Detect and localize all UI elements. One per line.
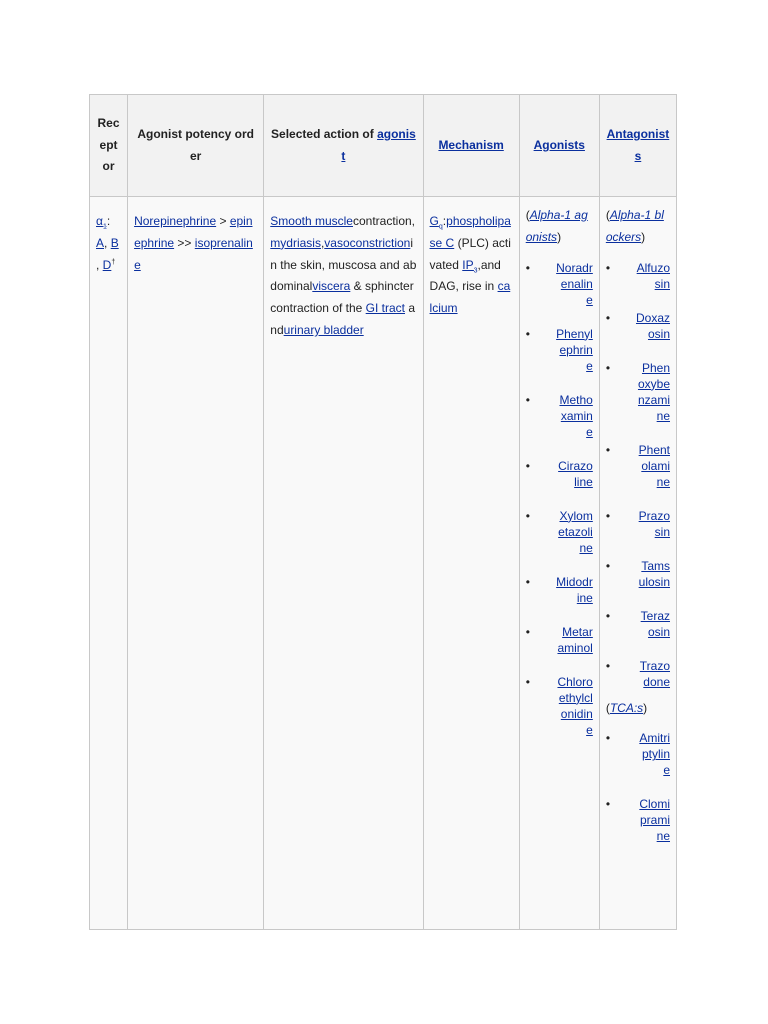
subtype-a-link[interactable]: A (96, 235, 105, 250)
bullet-icon: • (525, 508, 530, 523)
bullet-icon: • (525, 458, 530, 473)
header-potency: Agonist potency order (128, 95, 264, 197)
bullet-icon: • (605, 658, 611, 673)
vasoconstriction-link[interactable]: vasoconstriction (324, 235, 411, 250)
mydriasis-link[interactable]: mydriasis (270, 235, 321, 250)
list-item (606, 310, 670, 342)
bullet-icon: • (605, 558, 611, 573)
list-item (526, 260, 593, 308)
ip3-link[interactable]: $IP_3$ (462, 257, 478, 274)
list-item (606, 658, 670, 690)
urinary-bladder-link[interactable]: urinary bladder (283, 322, 364, 337)
dagger-mark: † (111, 258, 116, 266)
drug-link[interactable]: Phenylephrine (556, 326, 593, 373)
cell-antagonists (599, 197, 676, 930)
antagonists-group1-label: (Alpha-1 blockers) (605, 208, 664, 244)
bullet-icon: • (605, 608, 611, 623)
list-item (606, 796, 670, 844)
drug-link[interactable]: Metaraminol (557, 624, 593, 655)
header-receptor: Receptor (90, 95, 128, 197)
bullet-icon: • (525, 674, 530, 689)
bullet-icon: • (605, 310, 611, 325)
drug-link[interactable]: Midodrine (556, 574, 593, 605)
isoprenaline-link[interactable]: isoprenaline (134, 235, 253, 272)
subtype-b-link[interactable]: B (110, 235, 119, 250)
agonist-list (526, 260, 593, 738)
list-item (526, 392, 593, 440)
cell-mechanism: $G_q:phospholipase$ C (PLC) activated $IP_3,and$ DAG, rise in calcium (423, 197, 519, 930)
bullet-icon: • (605, 731, 611, 746)
tcas-link[interactable]: TCA:s (609, 700, 644, 715)
gq-link[interactable]: $G_q$ (429, 214, 443, 231)
list-item (606, 730, 670, 778)
header-agonists (519, 95, 599, 197)
drug-link[interactable]: Alfuzosin (636, 260, 670, 291)
table-row (90, 197, 677, 930)
drug-link[interactable]: Amitriptyline (639, 731, 670, 778)
list-item (526, 674, 593, 738)
antagonist-list-1 (606, 260, 670, 690)
norepinephrine-link[interactable]: Norepinephrine (134, 214, 217, 228)
bullet-icon: • (525, 392, 530, 407)
bullet-icon: • (605, 797, 611, 812)
drug-link[interactable]: Tamsulosin (638, 558, 670, 589)
list-item (526, 508, 593, 556)
drug-link[interactable]: Doxazosin (635, 310, 670, 341)
drug-link[interactable]: Phenoxybenzamine (637, 360, 670, 423)
list-item (526, 326, 593, 374)
agonists-link[interactable]: Agonists (533, 137, 585, 152)
list-item (606, 508, 670, 540)
drug-link[interactable]: Cirazoline (558, 458, 593, 489)
header-action (264, 95, 423, 197)
agonist-link[interactable]: agonist (341, 126, 416, 163)
bullet-icon: • (525, 624, 530, 639)
drug-link[interactable]: Prazosin (638, 508, 670, 539)
bullet-icon: • (605, 508, 611, 523)
epinephrine-link[interactable]: epinephrine (134, 214, 253, 250)
list-item (526, 624, 593, 656)
receptor-table (89, 94, 677, 930)
cell-agonists (519, 197, 599, 930)
alpha1-link[interactable]: $\alpha_1$ (96, 214, 107, 231)
drug-link[interactable]: Clomipramine (639, 797, 670, 844)
bullet-icon: • (525, 574, 530, 589)
drug-link[interactable]: Trazodone (639, 658, 670, 689)
list-item (526, 458, 593, 490)
drug-link[interactable]: Noradrenaline (556, 260, 593, 307)
bullet-icon: • (525, 326, 530, 341)
drug-link[interactable]: Methoxamine (559, 392, 593, 439)
drug-link[interactable]: Terazosin (640, 608, 670, 639)
list-item (606, 360, 670, 424)
header-action-prefix: Selected action of (271, 126, 374, 141)
antagonists-group2-label: (TCA:s) (605, 700, 648, 715)
drug-link[interactable]: Xylometazoline (558, 508, 593, 555)
bullet-icon: • (605, 442, 611, 457)
list-item (606, 558, 670, 590)
list-item (606, 260, 670, 292)
alpha1-blockers-link[interactable]: Alpha-1 blockers (605, 208, 664, 244)
subtype-d-link[interactable]: D (102, 257, 112, 272)
header-antagonists (599, 95, 676, 197)
list-item (606, 608, 670, 640)
calcium-link[interactable]: calcium (429, 279, 511, 316)
mechanism-link[interactable]: Mechanism (438, 137, 504, 152)
bullet-icon: • (605, 360, 611, 375)
table-header-row (90, 95, 677, 197)
alpha1-agonists-link[interactable]: Alpha-1 agonists (525, 208, 588, 244)
drug-link[interactable]: Chloroethylclonidine (557, 674, 593, 737)
agonists-group-label: (Alpha-1 agonists) (525, 208, 588, 244)
viscera-link[interactable]: viscera (312, 279, 351, 294)
smooth-muscle-link[interactable]: Smooth muscle (270, 214, 353, 228)
cell-receptor: $\alpha_1$: A, B , D† (90, 197, 128, 930)
drug-link[interactable]: Phentolamine (638, 442, 670, 489)
gi-tract-link[interactable]: GI tract (365, 301, 406, 316)
antagonist-list-2 (606, 730, 670, 844)
bullet-icon: • (605, 260, 611, 275)
antagonists-link[interactable]: Antagonists (606, 126, 670, 163)
cell-potency: Norepinephrine > epinephrine >> isoprenaline (128, 197, 264, 930)
cell-action: Smooth musclecontraction,mydriasis,vasoconstrictionin the skin, muscosa and abdominalviscera & sphincter contraction of the GI tract andurinary bladder (264, 197, 423, 930)
list-item (606, 442, 670, 490)
phospholipase-c-link[interactable]: phospholipase C (429, 214, 511, 250)
bullet-icon: • (525, 260, 530, 275)
header-mechanism (423, 95, 519, 197)
list-item (526, 574, 593, 606)
